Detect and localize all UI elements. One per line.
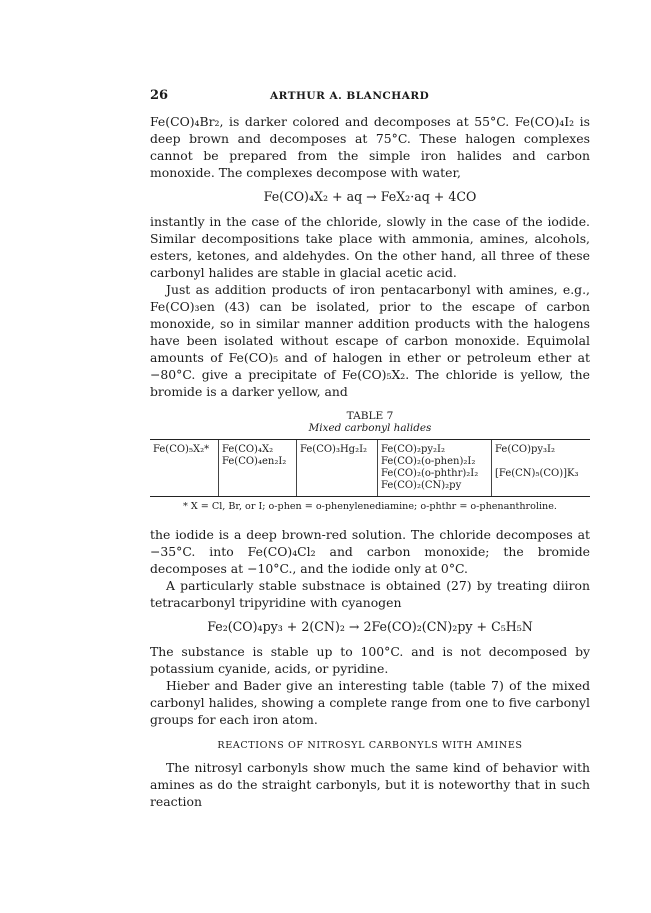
equation-2: Fe₂(CO)₄py₃ + 2(CN)₂ → 2Fe(CO)₂(CN)₂py + C₅H₅N <box>207 619 533 634</box>
table-caption: TABLE 7 <box>346 410 394 422</box>
table-cell <box>495 456 587 468</box>
paragraph-3: Just as addition products of iron pentacarbonyl with amines, e.g., Fe(CO)₃en (43) can be isolated, prior to the escape of carbon monoxide, so in similar manner addition products with the halogens have been isolated without escape of carbon monoxide. Equimolal amounts of Fe(CO)₅ and of halogen in ether or petroleum ether at −80°C. give a precipitate of Fe(CO)₅X₂. The chloride is yellow, the bromide is a darker yellow, and <box>150 282 590 399</box>
section-heading: REACTIONS OF NITROSYL CARBONYLS WITH AMINES <box>217 740 523 751</box>
table-cell: Fe(CO)₃Hg₂I₂ <box>299 444 368 455</box>
table-subtitle: Mixed carbonyl halides <box>308 422 432 434</box>
mixed-carbonyl-table <box>150 439 590 497</box>
table-footnote: * X = Cl, Br, or I; o-phen = o-phenylenediamine; o-phthr = o-phenanthroline. <box>183 501 557 512</box>
paragraph-1: Fe(CO)₄Br₂, is darker colored and decomposes at 55°C. Fe(CO)₄I₂ is deep brown and decomposes at 75°C. These halogen complexes cannot be prepared from the simple iron halides and carbon monoxide. The complexes decompose with water, <box>150 114 590 180</box>
table-col-5 <box>492 440 590 497</box>
paragraph-8: The nitrosyl carbonyls show much the same kind of behavior with amines as do the straight carbonyls, but it is noteworthy that in such reaction <box>150 760 590 809</box>
table-cell: [Fe(CN)₅(CO)]K₃ <box>495 468 579 479</box>
table-col-3 <box>296 440 377 497</box>
paragraph-5: A particularly stable substnace is obtained (27) by treating diiron tetracarbonyl tripyridine with cyanogen <box>150 578 590 610</box>
table-col-4 <box>378 440 492 497</box>
equation-1: Fe(CO)₄X₂ + aq → FeX₂·aq + 4CO <box>263 189 477 204</box>
table-cell: Fe(CO)₅X₂* <box>153 444 210 455</box>
table-cell: Fe(CO)₄X₂ <box>221 444 274 455</box>
table-cell: Fe(CO)₄en₂I₂ <box>221 456 287 467</box>
running-title: ARTHUR A. BLANCHARD <box>270 90 430 102</box>
paragraph-7: Hieber and Bader give an interesting table (table 7) of the mixed carbonyl halides, showing a complete range from one to five carbonyl groups for each iron atom. <box>150 678 590 727</box>
table-cell: Fe(CO)₂py₂I₂ <box>381 444 445 455</box>
page <box>150 88 590 810</box>
paragraph-2: instantly in the case of the chloride, slowly in the case of the iodide. Similar decompositions take place with ammonia, amines, alcohols, esters, ketones, and aldehydes. On the other hand, all three of these carbonyl halides are stable in glacial acetic acid. <box>150 214 590 280</box>
table-cell: Fe(CO)₂(o-phthr)₂I₂ <box>381 468 479 479</box>
table-col-1 <box>150 440 218 497</box>
table-cell: Fe(CO)₂(CN)₂py <box>381 480 462 491</box>
table-cell: Fe(CO)py₃I₂ <box>495 444 556 455</box>
running-header <box>150 88 590 103</box>
paragraph-6: The substance is stable up to 100°C. and is not decomposed by potassium cyanide, acids, or pyridine. <box>150 644 590 676</box>
table-col-2 <box>218 440 296 497</box>
page-number: 26 <box>150 88 169 103</box>
paragraph-4: the iodide is a deep brown-red solution. The chloride decomposes at −35°C. into Fe(CO)₄Cl₂ and carbon monoxide; the bromide decomposes at −10°C., and the iodide only at 0°C. <box>150 527 590 576</box>
table-cell: Fe(CO)₂(o-phen)₂I₂ <box>381 456 476 467</box>
